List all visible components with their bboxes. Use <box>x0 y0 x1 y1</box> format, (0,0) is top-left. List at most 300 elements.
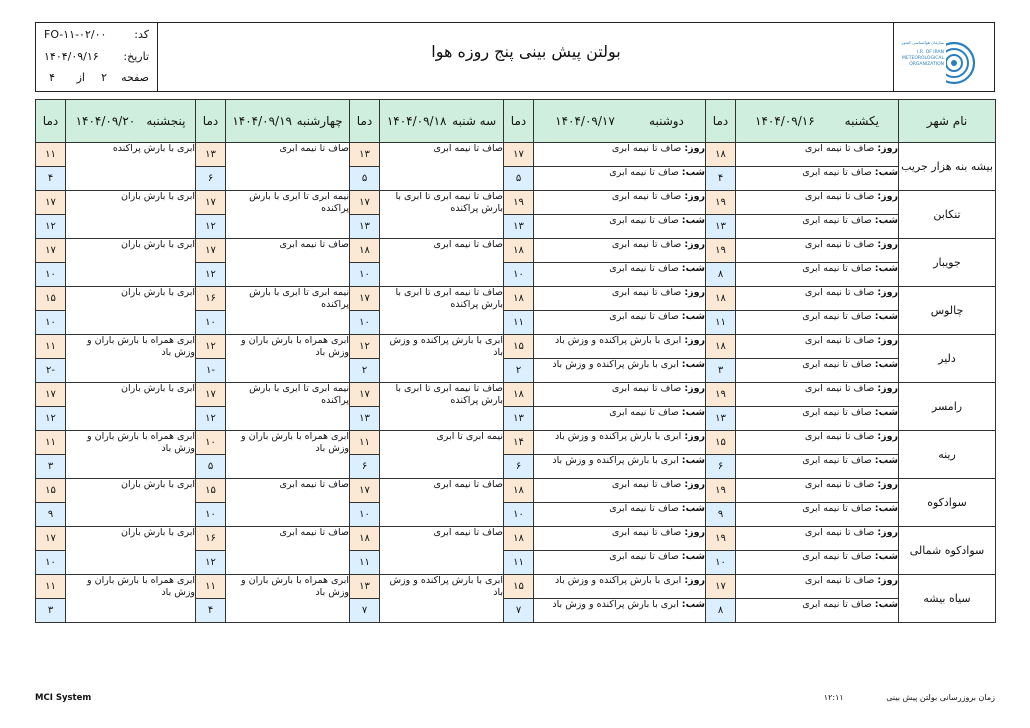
day2-min-temp: ۱۰ <box>504 263 534 287</box>
day5-max-temp: ۱۷ <box>36 527 66 551</box>
day2-night-forecast <box>534 599 706 623</box>
day2-night-forecast <box>534 215 706 239</box>
day4-forecast: ابری همراه با بارش باران و وزش باد <box>226 335 350 383</box>
update-label: زمان بروزرسانی بولتن پیش بینی <box>886 693 995 702</box>
table-row <box>36 143 996 167</box>
day2-day-forecast-label: روز: <box>684 287 705 298</box>
day3-max-temp: ۱۳ <box>350 575 380 599</box>
logo-text-en-1: I.R. OF IRAN <box>917 50 944 55</box>
day2-day-forecast <box>534 383 706 407</box>
day3-max-temp: ۱۷ <box>350 479 380 503</box>
day1-night-forecast <box>736 215 899 239</box>
day1-max-temp: ۱۹ <box>706 383 736 407</box>
day1-max-temp: ۱۵ <box>706 431 736 455</box>
day2-max-temp: ۱۸ <box>504 287 534 311</box>
city-name: سوادکوه شمالی <box>899 527 996 575</box>
day5-min-temp: ۱۲ <box>36 407 66 431</box>
day3-forecast: ابری با بارش پراکنده و وزش باد <box>380 335 504 383</box>
date-value: ۱۴۰۴/۰۹/۱۶ <box>44 50 99 63</box>
city-name: جویبار <box>899 239 996 287</box>
page-of: از <box>76 71 85 84</box>
day1-day-forecast-label: روز: <box>877 239 898 250</box>
day2-day-forecast <box>534 239 706 263</box>
day1-night-forecast <box>736 455 899 479</box>
table-row <box>36 479 996 503</box>
day5-forecast: ابری همراه با بارش باران و وزش باد <box>66 575 196 623</box>
day5-forecast: ابری با بارش باران <box>66 479 196 527</box>
day2-max-temp: ۱۵ <box>504 335 534 359</box>
day2-day-forecast-label: روز: <box>684 527 705 538</box>
update-info <box>824 693 995 702</box>
temp-header-4: دما <box>196 100 226 143</box>
day1-night-forecast-label: شب: <box>874 503 898 514</box>
day1-night-forecast <box>736 311 899 335</box>
day4-max-temp: ۱۰ <box>196 431 226 455</box>
day4-max-temp: ۱۲ <box>196 335 226 359</box>
day4-forecast: صاف تا نیمه ابری <box>226 479 350 527</box>
day1-min-temp: ۱۰ <box>706 551 736 575</box>
day2-day-forecast-text: صاف تا نیمه ابری <box>611 191 682 202</box>
day4-forecast: صاف تا نیمه ابری <box>226 239 350 287</box>
day2-day-forecast <box>534 335 706 359</box>
day4-max-temp: ۱۶ <box>196 527 226 551</box>
day3-forecast: صاف تا نیمه ابری تا ابری با بارش پراکنده <box>380 383 504 431</box>
day2-min-temp: ۱۳ <box>504 215 534 239</box>
table-row <box>36 527 996 551</box>
city-name: بیشه بنه هزار جریب <box>899 143 996 191</box>
day2-night-forecast-label: شب: <box>681 455 705 466</box>
day1-night-forecast-text: صاف تا نیمه ابری <box>802 311 872 322</box>
day1-day-forecast-text: صاف تا نیمه ابری <box>804 239 875 250</box>
day4-min-temp: -۱ <box>196 359 226 383</box>
day1-max-temp: ۱۸ <box>706 287 736 311</box>
city-name: سیاه بیشه <box>899 575 996 623</box>
day-header-5: پنجشنبه ۱۴۰۴/۰۹/۲۰ <box>66 100 196 143</box>
day1-day-forecast <box>736 479 899 503</box>
day1-day-forecast-label: روز: <box>877 479 898 490</box>
day5-forecast: ابری با بارش باران <box>66 383 196 431</box>
day4-forecast: صاف تا نیمه ابری <box>226 143 350 191</box>
day1-day-forecast-label: روز: <box>877 143 898 154</box>
temp-header-3: دما <box>350 100 380 143</box>
day1-night-forecast-label: شب: <box>874 407 898 418</box>
day1-day-forecast-label: روز: <box>877 575 898 586</box>
day5-forecast: ابری همراه با بارش باران و وزش باد <box>66 335 196 383</box>
day2-max-temp: ۱۵ <box>504 575 534 599</box>
page-title: بولتن پیش بینی پنج روزه هوا <box>431 42 621 61</box>
day1-min-temp: ۳ <box>706 359 736 383</box>
day5-min-temp: ۱۰ <box>36 551 66 575</box>
day5-forecast: ابری با بارش پراکنده <box>66 143 196 191</box>
day4-min-temp: ۴ <box>196 599 226 623</box>
day4-max-temp: ۱۳ <box>196 143 226 167</box>
city-name: رامسر <box>899 383 996 431</box>
day1-day-forecast-text: صاف تا نیمه ابری <box>804 335 875 346</box>
day5-min-temp: ۳ <box>36 599 66 623</box>
day2-night-forecast-text: صاف تا نیمه ابری <box>609 263 679 274</box>
day3-min-temp: ۶ <box>350 455 380 479</box>
day1-max-temp: ۱۷ <box>706 575 736 599</box>
day-header-3: سه شنبه ۱۴۰۴/۰۹/۱۸ <box>380 100 504 143</box>
forecast-table <box>35 99 996 623</box>
day2-day-forecast-label: روز: <box>684 239 705 250</box>
day1-day-forecast-text: صاف تا نیمه ابری <box>804 527 875 538</box>
day5-min-temp: -۲ <box>36 359 66 383</box>
day4-min-temp: ۱۲ <box>196 215 226 239</box>
day2-night-forecast-text: صاف تا نیمه ابری <box>609 407 679 418</box>
day2-day-forecast <box>534 479 706 503</box>
day1-day-forecast <box>736 335 899 359</box>
day4-min-temp: ۱۲ <box>196 551 226 575</box>
table-row <box>36 575 996 599</box>
day1-day-forecast-label: روز: <box>877 191 898 202</box>
day1-night-forecast-label: شب: <box>874 359 898 370</box>
day2-night-forecast-text: صاف تا نیمه ابری <box>609 551 679 562</box>
day4-max-temp: ۱۷ <box>196 383 226 407</box>
day1-night-forecast-label: شب: <box>874 551 898 562</box>
day1-max-temp: ۱۹ <box>706 239 736 263</box>
day2-min-temp: ۱۳ <box>504 407 534 431</box>
table-row <box>36 239 996 263</box>
city-name: سوادکوه <box>899 479 996 527</box>
day2-max-temp: ۱۴ <box>504 431 534 455</box>
day1-min-temp: ۹ <box>706 503 736 527</box>
day1-day-forecast <box>736 383 899 407</box>
day1-max-temp: ۱۸ <box>706 143 736 167</box>
logo-text-fa: سازمان هواشناسی کشور <box>901 40 944 45</box>
day1-day-forecast-text: صاف تا نیمه ابری <box>804 143 875 154</box>
day1-day-forecast-label: روز: <box>877 287 898 298</box>
day2-night-forecast <box>534 407 706 431</box>
day3-min-temp: ۲ <box>350 359 380 383</box>
day5-forecast: ابری با بارش باران <box>66 287 196 335</box>
table-row <box>36 383 996 407</box>
organization-logo <box>893 23 994 91</box>
day2-min-temp: ۱۱ <box>504 311 534 335</box>
day3-max-temp: ۱۷ <box>350 287 380 311</box>
day1-min-temp: ۸ <box>706 599 736 623</box>
bulletin-header <box>35 22 995 92</box>
day1-night-forecast <box>736 167 899 191</box>
day5-max-temp: ۱۱ <box>36 143 66 167</box>
system-name: MCI System <box>35 693 92 703</box>
day2-night-forecast-label: شب: <box>681 407 705 418</box>
day5-max-temp: ۱۵ <box>36 479 66 503</box>
day4-max-temp: ۱۵ <box>196 479 226 503</box>
forecast-rows <box>36 143 996 623</box>
day3-min-temp: ۱۰ <box>350 311 380 335</box>
table-row <box>36 335 996 359</box>
day4-forecast: نیمه ابری تا ابری با بارش پراکنده <box>226 191 350 239</box>
day2-night-forecast-text: ابری با بارش پراکنده و وزش باد <box>552 599 679 610</box>
day2-min-temp: ۷ <box>504 599 534 623</box>
day2-night-forecast <box>534 359 706 383</box>
page-total: ۴ <box>49 71 55 84</box>
day3-max-temp: ۱۸ <box>350 527 380 551</box>
day3-min-temp: ۵ <box>350 167 380 191</box>
day2-day-forecast-label: روز: <box>684 335 705 346</box>
day1-night-forecast <box>736 503 899 527</box>
day2-day-forecast <box>534 575 706 599</box>
logo-text-en-2: METEOROLOGICAL <box>902 56 944 61</box>
day1-night-forecast <box>736 407 899 431</box>
day3-min-temp: ۱۳ <box>350 407 380 431</box>
day1-day-forecast-text: صاف تا نیمه ابری <box>804 479 875 490</box>
day2-night-forecast <box>534 551 706 575</box>
day1-night-forecast-text: صاف تا نیمه ابری <box>802 551 872 562</box>
day3-min-temp: ۷ <box>350 599 380 623</box>
day5-min-temp: ۴ <box>36 167 66 191</box>
day2-day-forecast <box>534 287 706 311</box>
day1-day-forecast <box>736 431 899 455</box>
day2-day-forecast-label: روز: <box>684 431 705 442</box>
day2-day-forecast <box>534 143 706 167</box>
day1-day-forecast-text: صاف تا نیمه ابری <box>804 287 875 298</box>
day1-day-forecast-text: صاف تا نیمه ابری <box>804 383 875 394</box>
day-header-2: دوشنبه ۱۴۰۴/۰۹/۱۷ <box>534 100 706 143</box>
day5-forecast: ابری با بارش باران <box>66 527 196 575</box>
day1-day-forecast-text: صاف تا نیمه ابری <box>804 431 875 442</box>
day1-day-forecast <box>736 575 899 599</box>
day5-max-temp: ۱۱ <box>36 431 66 455</box>
day5-max-temp: ۱۷ <box>36 383 66 407</box>
day1-min-temp: ۶ <box>706 455 736 479</box>
day2-night-forecast <box>534 263 706 287</box>
day2-day-forecast-text: ابری با بارش پراکنده و وزش باد <box>554 431 682 442</box>
day3-max-temp: ۱۷ <box>350 191 380 215</box>
day2-min-temp: ۶ <box>504 455 534 479</box>
day4-min-temp: ۱۲ <box>196 263 226 287</box>
day1-night-forecast <box>736 551 899 575</box>
day2-day-forecast-text: صاف تا نیمه ابری <box>611 287 682 298</box>
day1-night-forecast <box>736 599 899 623</box>
day2-min-temp: ۵ <box>504 167 534 191</box>
document-info <box>36 23 158 91</box>
day3-max-temp: ۱۸ <box>350 239 380 263</box>
day2-night-forecast-label: شب: <box>681 599 705 610</box>
day5-max-temp: ۱۱ <box>36 575 66 599</box>
day1-night-forecast-text: صاف تا نیمه ابری <box>802 599 872 610</box>
day1-day-forecast-label: روز: <box>877 527 898 538</box>
day2-night-forecast <box>534 311 706 335</box>
day4-max-temp: ۱۱ <box>196 575 226 599</box>
day1-night-forecast-text: صاف تا نیمه ابری <box>802 167 872 178</box>
city-name: چالوس <box>899 287 996 335</box>
day1-night-forecast-text: صاف تا نیمه ابری <box>802 503 872 514</box>
day1-night-forecast <box>736 359 899 383</box>
day1-night-forecast-text: صاف تا نیمه ابری <box>802 359 872 370</box>
city-column-header: نام شهر <box>899 100 996 143</box>
day1-day-forecast <box>736 527 899 551</box>
day1-day-forecast-label: روز: <box>877 431 898 442</box>
page-current: ۲ <box>101 71 107 84</box>
day2-max-temp: ۱۷ <box>504 143 534 167</box>
day4-min-temp: ۱۰ <box>196 311 226 335</box>
meteorological-organization-logo-icon <box>901 35 982 85</box>
day4-forecast: صاف تا نیمه ابری <box>226 527 350 575</box>
day4-max-temp: ۱۷ <box>196 191 226 215</box>
day1-night-forecast-label: شب: <box>874 599 898 610</box>
date-label: تاریخ: <box>123 50 149 63</box>
day1-night-forecast-label: شب: <box>874 215 898 226</box>
day2-min-temp: ۲ <box>504 359 534 383</box>
day4-min-temp: ۵ <box>196 455 226 479</box>
day2-day-forecast <box>534 527 706 551</box>
day4-min-temp: ۶ <box>196 167 226 191</box>
day2-night-forecast-text: صاف تا نیمه ابری <box>609 215 679 226</box>
day2-day-forecast <box>534 191 706 215</box>
day1-min-temp: ۱۱ <box>706 311 736 335</box>
day2-night-forecast-label: شب: <box>681 263 705 274</box>
day3-forecast: صاف تا نیمه ابری <box>380 239 504 287</box>
day3-forecast: صاف تا نیمه ابری تا ابری با بارش پراکنده <box>380 191 504 239</box>
day1-max-temp: ۱۹ <box>706 191 736 215</box>
page-label: صفحه <box>121 71 149 84</box>
day4-forecast: ابری همراه با بارش باران و وزش باد <box>226 575 350 623</box>
day1-min-temp: ۱۳ <box>706 215 736 239</box>
day1-day-forecast <box>736 191 899 215</box>
day5-max-temp: ۱۷ <box>36 239 66 263</box>
temp-header-1: دما <box>706 100 736 143</box>
day1-day-forecast-text: صاف تا نیمه ابری <box>804 191 875 202</box>
day2-night-forecast-label: شب: <box>681 215 705 226</box>
day1-day-forecast <box>736 239 899 263</box>
code-value: FO-۱۱-۰۲/۰۰ <box>44 28 107 41</box>
day1-night-forecast-text: صاف تا نیمه ابری <box>802 263 872 274</box>
day2-day-forecast-text: صاف تا نیمه ابری <box>611 239 682 250</box>
day1-night-forecast-label: شب: <box>874 311 898 322</box>
day2-day-forecast-text: ابری با بارش پراکنده و وزش باد <box>554 335 682 346</box>
day1-night-forecast-label: شب: <box>874 263 898 274</box>
day3-max-temp: ۱۳ <box>350 143 380 167</box>
day2-max-temp: ۱۸ <box>504 527 534 551</box>
day2-day-forecast-text: صاف تا نیمه ابری <box>611 383 682 394</box>
day1-day-forecast-text: صاف تا نیمه ابری <box>804 575 875 586</box>
table-row <box>36 191 996 215</box>
day3-max-temp: ۱۷ <box>350 383 380 407</box>
day3-min-temp: ۱۰ <box>350 503 380 527</box>
day2-night-forecast-text: ابری با بارش پراکنده و وزش باد <box>552 359 679 370</box>
day2-max-temp: ۱۸ <box>504 239 534 263</box>
day2-night-forecast <box>534 167 706 191</box>
day2-day-forecast-label: روز: <box>684 191 705 202</box>
day5-min-temp: ۱۰ <box>36 311 66 335</box>
day1-max-temp: ۱۹ <box>706 479 736 503</box>
day5-forecast: ابری با بارش باران <box>66 191 196 239</box>
day4-forecast: نیمه ابری تا ابری با بارش پراکنده <box>226 287 350 335</box>
day1-max-temp: ۱۸ <box>706 335 736 359</box>
day2-night-forecast <box>534 503 706 527</box>
day4-forecast: نیمه ابری تا ابری با بارش پراکنده <box>226 383 350 431</box>
day1-night-forecast <box>736 263 899 287</box>
day4-max-temp: ۱۷ <box>196 239 226 263</box>
day3-forecast: صاف تا نیمه ابری تا ابری با بارش پراکنده <box>380 287 504 335</box>
day5-min-temp: ۱۲ <box>36 215 66 239</box>
day2-night-forecast-label: شب: <box>681 503 705 514</box>
day5-forecast: ابری با بارش باران <box>66 239 196 287</box>
day3-forecast: صاف تا نیمه ابری <box>380 143 504 191</box>
day3-min-temp: ۱۱ <box>350 551 380 575</box>
table-row <box>36 287 996 311</box>
day2-night-forecast-label: شب: <box>681 311 705 322</box>
day2-max-temp: ۱۹ <box>504 191 534 215</box>
day3-max-temp: ۱۲ <box>350 335 380 359</box>
day2-min-temp: ۱۰ <box>504 503 534 527</box>
day5-forecast: ابری همراه با بارش باران و وزش باد <box>66 431 196 479</box>
day2-night-forecast-text: صاف تا نیمه ابری <box>609 167 679 178</box>
day1-min-temp: ۸ <box>706 263 736 287</box>
table-header-row <box>36 100 996 143</box>
day1-night-forecast-text: صاف تا نیمه ابری <box>802 407 872 418</box>
day5-max-temp: ۱۷ <box>36 191 66 215</box>
day1-day-forecast <box>736 287 899 311</box>
day4-max-temp: ۱۶ <box>196 287 226 311</box>
day2-max-temp: ۱۸ <box>504 479 534 503</box>
day-header-4: چهارشنبه ۱۴۰۴/۰۹/۱۹ <box>226 100 350 143</box>
day2-max-temp: ۱۸ <box>504 383 534 407</box>
day5-max-temp: ۱۱ <box>36 335 66 359</box>
day2-min-temp: ۱۱ <box>504 551 534 575</box>
day2-night-forecast-text: صاف تا نیمه ابری <box>609 503 679 514</box>
day2-day-forecast <box>534 431 706 455</box>
update-time: ۱۲:۱۱ <box>823 693 844 702</box>
day2-day-forecast-label: روز: <box>684 575 705 586</box>
city-name: دلیر <box>899 335 996 383</box>
city-name: رینه <box>899 431 996 479</box>
day1-day-forecast-label: روز: <box>877 383 898 394</box>
day2-night-forecast-label: شب: <box>681 359 705 370</box>
day1-max-temp: ۱۹ <box>706 527 736 551</box>
day1-night-forecast-label: شب: <box>874 455 898 466</box>
day1-night-forecast-label: شب: <box>874 167 898 178</box>
code-label: کد: <box>134 28 149 41</box>
day2-day-forecast-text: ابری با بارش پراکنده و وزش باد <box>554 575 682 586</box>
day2-night-forecast <box>534 455 706 479</box>
temp-header-2: دما <box>504 100 534 143</box>
day5-min-temp: ۳ <box>36 455 66 479</box>
day3-max-temp: ۱۱ <box>350 431 380 455</box>
day-header-1: یکشنبه ۱۴۰۴/۰۹/۱۶ <box>736 100 899 143</box>
day2-night-forecast-label: شب: <box>681 551 705 562</box>
day1-night-forecast-text: صاف تا نیمه ابری <box>802 455 872 466</box>
day2-night-forecast-text: ابری با بارش پراکنده و وزش باد <box>552 455 679 466</box>
day2-day-forecast-label: روز: <box>684 479 705 490</box>
day3-forecast: صاف تا نیمه ابری <box>380 527 504 575</box>
day1-day-forecast-label: روز: <box>877 335 898 346</box>
day2-day-forecast-text: صاف تا نیمه ابری <box>611 479 682 490</box>
day1-night-forecast-text: صاف تا نیمه ابری <box>802 215 872 226</box>
city-name: تنکابن <box>899 191 996 239</box>
day3-min-temp: ۱۰ <box>350 263 380 287</box>
day3-forecast: نیمه ابری تا ابری <box>380 431 504 479</box>
day2-day-forecast-label: روز: <box>684 143 705 154</box>
day1-day-forecast <box>736 143 899 167</box>
day4-min-temp: ۱۰ <box>196 503 226 527</box>
table-row <box>36 431 996 455</box>
day4-forecast: ابری همراه با بارش باران و وزش باد <box>226 431 350 479</box>
day2-day-forecast-label: روز: <box>684 383 705 394</box>
day3-forecast: ابری با بارش پراکنده و وزش باد <box>380 575 504 623</box>
logo-text-en-3: ORGANIZATION <box>909 62 944 67</box>
day3-min-temp: ۱۳ <box>350 215 380 239</box>
day5-max-temp: ۱۵ <box>36 287 66 311</box>
day2-day-forecast-text: صاف تا نیمه ابری <box>611 527 682 538</box>
day1-min-temp: ۴ <box>706 167 736 191</box>
day1-min-temp: ۱۳ <box>706 407 736 431</box>
day2-night-forecast-text: صاف تا نیمه ابری <box>609 311 679 322</box>
temp-header-5: دما <box>36 100 66 143</box>
day5-min-temp: ۹ <box>36 503 66 527</box>
